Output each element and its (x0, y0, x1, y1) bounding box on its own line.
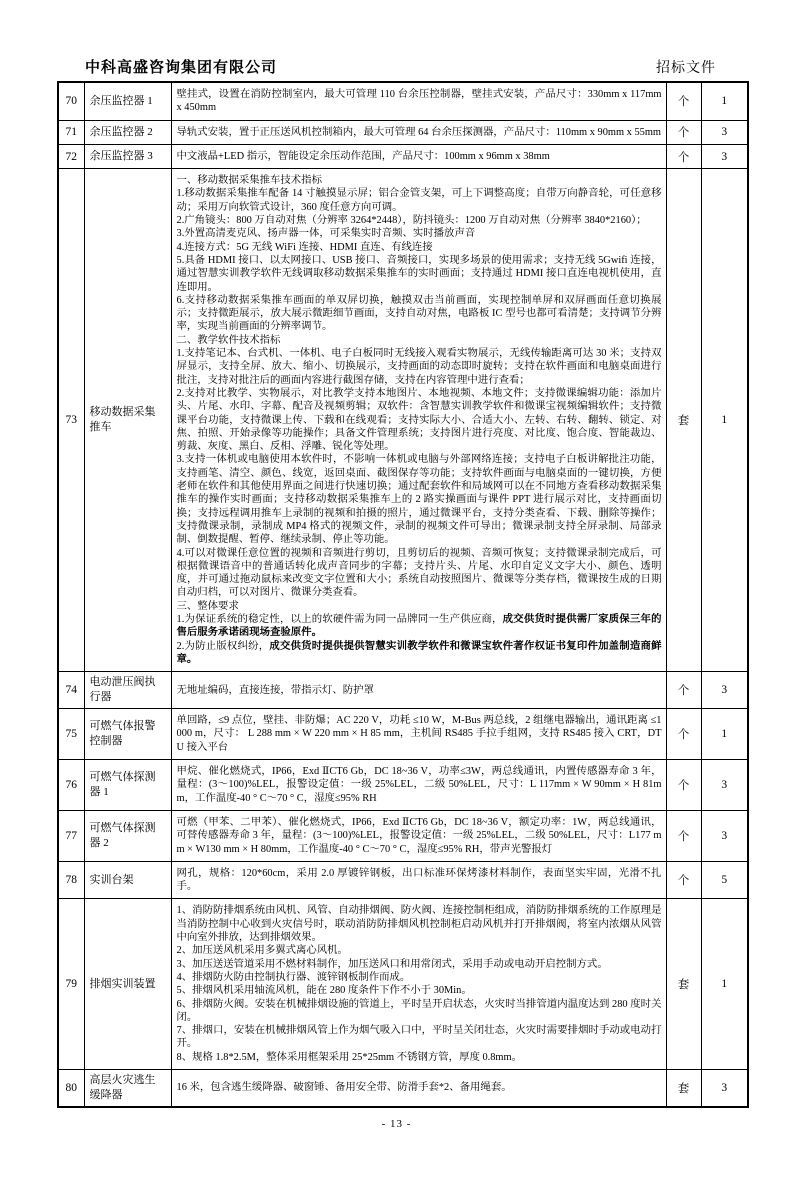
table-row (58, 1070, 748, 1108)
spec-paragraph (177, 684, 662, 697)
page-footer (0, 1118, 793, 1130)
spec-paragraph (177, 214, 662, 227)
spec-paragraph (177, 174, 662, 187)
spec-paragraph (177, 241, 662, 254)
spec-text: 1.支持笔记本、台式机、一体机、电子白板同时无线接入观看实物展示，无线传输距离可达 30 米；支持双屏显示，支持全屏、放大、缩小、切换展示，支持画面的动态即时旋转；支持在软件画面和电脑桌面进行批注，支持对批注后的画面内容进行截图存储，支持在内容管理中进行查看； (176, 348, 662, 386)
table-row (58, 861, 748, 899)
row-number-cell: 72 (58, 144, 84, 168)
spec-paragraph (177, 613, 662, 640)
spec-text: 8、规格 1.8*2.5M，整体采用框架采用 25*25mm 不锈钢方管，厚度 0.8mm。 (176, 1051, 522, 1063)
spec-paragraph (177, 453, 662, 546)
spec-text: 2.支持对比教学、实物展示，对比教学支持本地图片、本地视频、本地文件；支持微课编辑功能：添加片头、片尾、水印、字幕、配音及视频剪辑；双软件：含智慧实训教学软件和微课宝视频编辑软件；支持微课平台功能，支持微课上传、下载和在线观看；支持实际大小、合适大小、左转、右转、翻转、锁定、对焦、拍照、开始录像等功能操作；具备文件管理系统；支持图片进行亮度、对比度、饱合度、智能裁边、剪裁、灰度、黑白、反相、浮雕、锐化等处理。 (176, 387, 662, 453)
spec-text: 4.连接方式：5G 无线 WiFi 连接、HDMI 直连、有线连接 (176, 241, 433, 253)
row-number-cell: 77 (58, 810, 84, 861)
spec-text: 1.为保证系统的稳定性，以上的软硬件需为同一品牌同一生产供应商， (176, 613, 503, 625)
document-type-label: 招标文件 (656, 61, 716, 76)
unit-cell: 个 (666, 120, 701, 144)
quantity-cell: 3 (701, 810, 748, 861)
spec-text: 16 米，包含逃生缓降器、破窗锤、备用安全带、防滑手套*2、备用绳套。 (176, 1082, 512, 1094)
spec-paragraph (177, 347, 662, 387)
spec-paragraph (177, 867, 662, 894)
spec-text: 一、移动数据采集推车技术指标 (176, 175, 322, 187)
spec-description-cell (171, 899, 666, 1070)
spec-text: 三、整体要求 (176, 600, 239, 612)
quantity-cell: 5 (701, 861, 748, 899)
item-name-cell: 余压监控器 2 (84, 120, 171, 144)
quantity-cell: 3 (701, 120, 748, 144)
spec-paragraph (177, 88, 662, 115)
spec-description-cell (171, 672, 666, 709)
table-row (58, 144, 748, 168)
equipment-spec-table (57, 81, 749, 1108)
unit-cell: 个 (666, 810, 701, 861)
spec-paragraph (177, 187, 662, 214)
spec-text: 1.移动数据采集推车配备 14 寸触摸显示屏；铝合金管支架，可上下调整高度；自带万向静音轮，可任意移动；采用万向软管式设计，360 度任意方向可调。 (176, 188, 662, 213)
spec-description-cell (171, 861, 666, 899)
spec-paragraph (177, 1081, 662, 1094)
quantity-cell: 3 (701, 144, 748, 168)
spec-text: 单回路，≤9 点位，壁挂、非防爆；AC 220 V，功耗 ≤10 W，M-Bus 两总线，2 组继电器输出，通讯距离 ≤1000 m，尺寸： L 288 mm × W 220 mm × H 85 mm，主机间 RS485 手拉手组网，支持 RS485 接入 CRT，DTU 接入平台 (176, 715, 662, 753)
spec-description-cell (171, 1070, 666, 1108)
spec-description-cell (171, 709, 666, 760)
spec-paragraph (177, 998, 662, 1025)
item-name-cell: 排烟实训装置 (84, 899, 171, 1070)
quantity-cell: 1 (701, 169, 748, 672)
table-row (58, 709, 748, 760)
spec-paragraph (177, 958, 662, 971)
row-number-cell: 71 (58, 120, 84, 144)
row-number-cell: 74 (58, 672, 84, 709)
spec-paragraph (177, 1024, 662, 1051)
spec-text: 3、加压送送管道采用不燃材料制作，加压送风口和用常闭式，采用手动或电动开启控制方式。 (176, 958, 608, 970)
spec-paragraph (177, 126, 662, 139)
spec-text: 2、加压送风机采用多翼式离心风机。 (176, 945, 348, 957)
spec-paragraph (177, 714, 662, 754)
item-name-cell: 实训台架 (84, 861, 171, 899)
row-number-cell: 73 (58, 169, 84, 672)
spec-paragraph (177, 150, 662, 163)
spec-table-body (58, 82, 748, 1107)
row-number-cell: 78 (58, 861, 84, 899)
spec-description-cell (171, 760, 666, 811)
spec-text: 中文液晶+LED 指示，智能设定余压动作范围，产品尺寸：100mm x 96mm x 38mm (176, 150, 550, 162)
spec-paragraph (177, 971, 662, 984)
unit-cell: 个 (666, 709, 701, 760)
row-number-cell: 75 (58, 709, 84, 760)
spec-paragraph (177, 765, 662, 805)
spec-paragraph (177, 904, 662, 944)
item-name-cell: 移动数据采集推车 (84, 169, 171, 672)
spec-text-bold: 成交供货时提供提供智慧实训教学软件和微课宝软件著作权证书复印件加盖制造商鲜章。 (176, 640, 662, 665)
unit-cell: 个 (666, 144, 701, 168)
table-row (58, 810, 748, 861)
spec-paragraph (177, 816, 662, 856)
page-number: - 13 - (381, 1118, 412, 1130)
quantity-cell: 3 (701, 1070, 748, 1108)
spec-text: 5、排烟风机采用轴流风机，能在 280 度条件下作不小于 30Min。 (176, 985, 472, 997)
unit-cell: 套 (666, 1070, 701, 1108)
spec-text: 1、消防防排烟系统由风机、风管、自动排烟阀、防火阀、连接控制柜组成，消防防排烟系统的工作原理是当消防控制中心收到火灾信号时，联动消防防排烟风机控制柜启动风机并打开排烟阀，将室内浓烟从风管中向室外排放，达到排烟效果。 (176, 905, 662, 944)
row-number-cell: 70 (58, 82, 84, 120)
spec-text: 3.支持一体机或电脑使用本软件时，不影响一体机或电脑与外部网络连接；支持电子白板讲解批注功能，支持画笔、清空、颜色、线宽，返回桌面、截图保存等功能；支持软件画面与电脑桌面的一键切换，方便老师在软件和其他使用界面之间进行快速切换；通过配套软件和局域网可以在不同地方查看移动数据采集推车的操作实时画面；支持移动数据采集推车上的 2 路实操画面与课件 PPT 进行展示对比，支持画面切换；支持远程调用推车上录制的视频和拍摄的照片，通过微课平台，支持分类查看、下载、删除等操作；支持微课录制，录制成 MP4 格式的视频文件，录制的视频文件可导出；微课录制支持全屏录制、局部录制、倒数提醒、暂停、继续录制、停止等功能。 (176, 454, 662, 546)
unit-cell: 套 (666, 899, 701, 1070)
spec-paragraph (177, 254, 662, 294)
spec-text: 6、排烟防火阀。安装在机械排烟设施的管道上，平时呈开启状态，火灾时当排管道内温度达到 280 度时关闭。 (176, 998, 662, 1023)
spec-text: 二、教学软件技术指标 (176, 334, 281, 346)
quantity-cell: 3 (701, 672, 748, 709)
spec-paragraph (177, 1051, 662, 1064)
document-header (57, 56, 746, 81)
quantity-cell: 1 (701, 899, 748, 1070)
spec-description-cell (171, 144, 666, 168)
spec-text: 2.为防止版权纠纷， (176, 640, 270, 652)
unit-cell: 个 (666, 861, 701, 899)
table-row (58, 672, 748, 709)
spec-paragraph (177, 600, 662, 613)
spec-description-cell (171, 169, 666, 672)
item-name-cell: 可燃气体探测器 2 (84, 810, 171, 861)
spec-paragraph (177, 387, 662, 453)
spec-paragraph (177, 547, 662, 600)
spec-text: 4、排烟防火防由控制执行器、渡锌钢板制作而成。 (176, 971, 411, 983)
table-row (58, 899, 748, 1070)
row-number-cell: 76 (58, 760, 84, 811)
spec-text-bold: 成交供货时提供需厂家质保三年的售后服务承诺函现场查验原件。 (176, 613, 662, 639)
document-page (0, 56, 793, 1178)
table-row (58, 169, 748, 672)
spec-description-cell (171, 82, 666, 120)
spec-description-cell (171, 810, 666, 861)
spec-paragraph (177, 944, 662, 957)
spec-text: 壁挂式，设置在消防控制室内，最大可管理 110 台余压控制器，壁挂式安装，产品尺寸：330mm x 117mm x 450mm (176, 89, 662, 114)
item-name-cell: 可燃气体报警控制器 (84, 709, 171, 760)
quantity-cell: 1 (701, 82, 748, 120)
quantity-cell: 3 (701, 760, 748, 811)
spec-text: 3.外置高清麦克风、扬声器一体，可采集实时音频、实时播放声音 (176, 228, 476, 240)
table-row (58, 760, 748, 811)
spec-description-cell (171, 120, 666, 144)
quantity-cell: 1 (701, 709, 748, 760)
spec-text: 可燃（甲苯、二甲苯）、催化燃烧式，IP66，Exd ⅡCT6 Gb，DC 18~36 V，额定功率：1W，两总线通讯，可替传感器寿命 3 年，量程：(3～100)%LEL，报警设定值：一级 25%LEL，二级 50%LEL，尺寸：L177 mm × W130 mm × H 80mm，工作温度-40 ° C～70 ° C，湿度≤95% RH，带声光警报灯 (176, 816, 662, 855)
spec-text: 导轨式安装，置于正压送风机控制箱内，最大可管理 64 台余压探测器，产品尺寸：110mm x 90mm x 55mm (176, 126, 662, 138)
spec-text: 4.可以对微课任意位置的视频和音频进行剪切，且剪切后的视频、音频可恢复；支持微课录制完成后，可根据微课语音中的普通话转化成声音同步的字幕；支持片头、片尾、水印自定义文字大小、颜色、透明度，并可通过拖动鼠标来改变文字位置和大小；系统自动按照图片、微课等分类存档，微课按生成的日期自动归档，可以对图片、微课分类查看。 (176, 547, 662, 599)
spec-text: 无地址编码，直接连接，带指示灯、防护罩 (176, 684, 374, 696)
spec-paragraph (177, 640, 662, 667)
unit-cell: 个 (666, 82, 701, 120)
unit-cell: 个 (666, 760, 701, 811)
unit-cell: 个 (666, 672, 701, 709)
unit-cell: 套 (666, 169, 701, 672)
spec-paragraph (177, 294, 662, 334)
spec-paragraph (177, 227, 662, 240)
item-name-cell: 余压监控器 1 (84, 82, 171, 120)
spec-text: 甲烷、催化燃烧式，IP66，Exd ⅡCT6 Gb，DC 18~36 V，功率≤3W，两总线通讯，内置传感器寿命 3 年，量程：(3～100)%LEL，报警设定值：一级 25%LEL，二级 50%LEL，尺寸：L 117mm × W 90mm × H 81mm，工作温度-40 ° C～70 ° C，湿度≤95% RH (176, 766, 662, 804)
item-name-cell: 高层火灾逃生缓降器 (84, 1070, 171, 1108)
spec-text: 网孔，规格：120*60cm，采用 2.0 厚镀锌钢板，出口标准环保烤漆材料制作，表面坚实牢固，光滑不扎手。 (176, 867, 662, 893)
table-row (58, 120, 748, 144)
spec-paragraph (177, 334, 662, 347)
company-name: 中科高盛咨询集团有限公司 (85, 60, 278, 76)
table-row (58, 82, 748, 120)
spec-text: 5.具备 HDMI 接口、以太网接口、USB 接口、音频接口，实现多场景的使用需求；支持无线 5Gwifi 连接，通过智慧实训教学软件无线调取移动数据采集推车的实时画面；支持通过 HDMI 接口直连电视机使用，直连即用。 (176, 254, 662, 293)
spec-text: 2.广角镜头：800 万自动对焦（分辨率 3264*2448），防抖镜头：1200 万自动对焦（分辨率 3840*2160）； (176, 215, 647, 227)
spec-paragraph (177, 984, 662, 997)
item-name-cell: 电动泄压阀执行器 (84, 672, 171, 709)
spec-text: 7、排烟口，安装在机械排烟风管上作为烟气吸入口中，平时呈关闭壮态，火灾时需要排烟时手动或电动打开。 (176, 1025, 662, 1050)
item-name-cell: 可燃气体探测器 1 (84, 760, 171, 811)
row-number-cell: 79 (58, 899, 84, 1070)
item-name-cell: 余压监控器 3 (84, 144, 171, 168)
spec-text: 6.支持移动数据采集推车画面的单双屏切换，触摸双击当前画面，实现控制单屏和双屏画面任意切换展示；支持微距展示，放大展示微距细节画面，支持自动对焦，电路板 IC 型号也都可看清楚；支持调节分辨率，实现当前画面的分辨率调节。 (176, 294, 662, 333)
row-number-cell: 80 (58, 1070, 84, 1108)
